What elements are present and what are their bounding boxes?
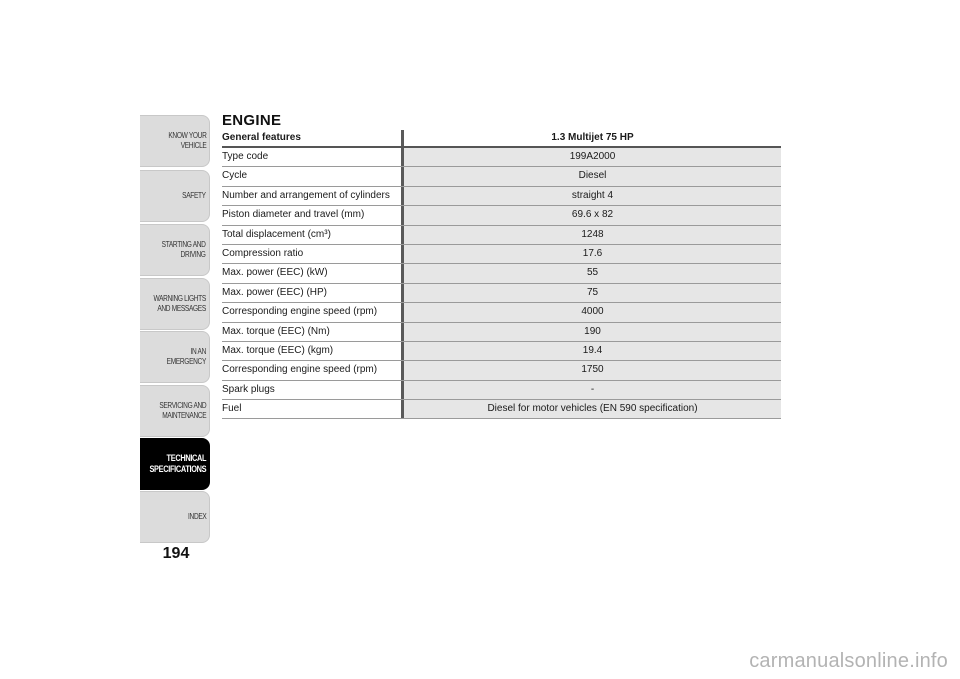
table-row <box>222 323 781 342</box>
tab-know-your-vehicle[interactable] <box>140 115 210 167</box>
row-label: Spark plugs <box>222 381 404 399</box>
row-value: 1248 <box>404 226 781 244</box>
row-label: Number and arrangement of cylinders <box>222 187 404 205</box>
table-row <box>222 226 781 245</box>
row-label: Corresponding engine speed (rpm) <box>222 303 404 321</box>
tab-label: WARNING LIGHTS AND MESSAGES <box>153 294 206 313</box>
table-row <box>222 206 781 225</box>
tab-label: KNOW YOUR VEHICLE <box>167 131 206 150</box>
tab-safety[interactable] <box>140 170 210 222</box>
row-label: Fuel <box>222 400 404 418</box>
row-value: 190 <box>404 323 781 341</box>
row-value: 4000 <box>404 303 781 321</box>
tab-label: TECHNICAL SPECIFICATIONS <box>149 453 206 474</box>
row-value: 199A2000 <box>404 148 781 166</box>
table-row <box>222 264 781 283</box>
tab-warning-lights-and-messages[interactable] <box>140 278 210 330</box>
row-label: Type code <box>222 148 404 166</box>
row-label: Compression ratio <box>222 245 404 263</box>
row-value: - <box>404 381 781 399</box>
row-label: Cycle <box>222 167 404 185</box>
tab-label: SAFETY <box>182 191 206 200</box>
section-title: ENGINE <box>222 112 282 129</box>
table-row <box>222 245 781 264</box>
page-number: 194 <box>162 545 190 562</box>
header-value: 1.3 Multijet 75 HP <box>551 132 634 143</box>
tab-label: IN AN EMERGENCY <box>166 347 206 366</box>
engine-spec-table <box>222 130 781 419</box>
table-row <box>222 284 781 303</box>
row-label: Max. power (EEC) (HP) <box>222 284 404 302</box>
row-label: Piston diameter and travel (mm) <box>222 206 404 224</box>
row-value: 19.4 <box>404 342 781 360</box>
tab-in-an-emergency[interactable] <box>140 331 210 383</box>
tab-index[interactable] <box>140 491 210 543</box>
tab-label: SERVICING AND MAINTENANCE <box>158 401 206 420</box>
row-label: Max. torque (EEC) (kgm) <box>222 342 404 360</box>
watermark-text: carmanualsonline.info <box>749 650 948 672</box>
header-label: General features <box>222 130 404 146</box>
table-row <box>222 342 781 361</box>
row-value: 55 <box>404 264 781 282</box>
table-row <box>222 167 781 186</box>
tab-technical-specifications[interactable] <box>140 438 210 490</box>
row-value: 69.6 x 82 <box>404 206 781 224</box>
row-value: 75 <box>404 284 781 302</box>
table-row <box>222 361 781 380</box>
tab-label: STARTING AND DRIVING <box>162 240 206 259</box>
row-label: Total displacement (cm³) <box>222 226 404 244</box>
tab-servicing-and-maintenance[interactable] <box>140 385 210 437</box>
table-row <box>222 381 781 400</box>
tab-starting-and-driving[interactable] <box>140 224 210 276</box>
row-value: Diesel <box>404 167 781 185</box>
table-row <box>222 400 781 419</box>
row-value: straight 4 <box>404 187 781 205</box>
row-value: 1750 <box>404 361 781 379</box>
row-value: 17.6 <box>404 245 781 263</box>
table-header-row <box>222 130 781 148</box>
table-row <box>222 148 781 167</box>
row-value: Diesel for motor vehicles (EN 590 specification) <box>404 400 781 418</box>
row-label: Max. torque (EEC) (Nm) <box>222 323 404 341</box>
row-label: Corresponding engine speed (rpm) <box>222 361 404 379</box>
tab-label: INDEX <box>187 512 206 521</box>
table-row <box>222 187 781 206</box>
table-row <box>222 303 781 322</box>
row-label: Max. power (EEC) (kW) <box>222 264 404 282</box>
